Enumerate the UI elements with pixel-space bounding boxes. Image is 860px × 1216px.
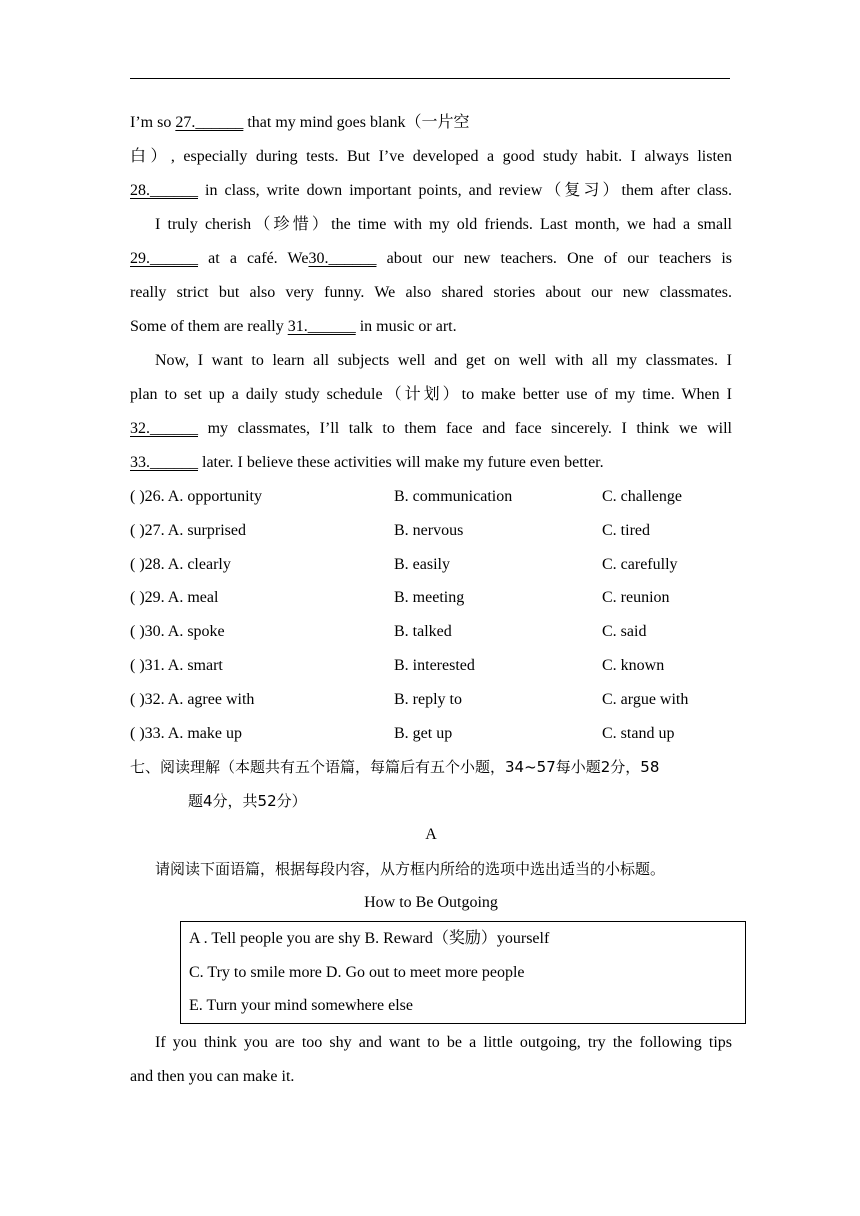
passage-line-9: plan to set up a daily study schedule（计划）to make better use of my time. When I	[130, 386, 732, 403]
passage-line-3: 28.______ in class, write down important points, and review（复习）them after class.	[130, 182, 732, 199]
section-title: 七、阅读理解（本题共有五个语篇，每篇后有五个小题，34~57每小题2分，58	[130, 758, 660, 777]
section-title-continued: 题4分，共52分）	[188, 792, 307, 811]
passage-line-4: I truly cherish（珍惜）the time with my old friends. Last month, we had a small	[155, 216, 732, 233]
passage-line-1: I’m so 27.______ that my mind goes blank（一片空	[130, 114, 470, 131]
blank-29: 29.______	[130, 250, 198, 267]
passage-line-2: 白）, especially during tests. But I’ve developed a good study habit. I always listen	[130, 148, 732, 165]
header-rule	[130, 78, 730, 79]
option-row-31: ( )31. A. smart B. interested C. known	[130, 656, 665, 674]
intro-paragraph-line-1: If you think you are too shy and want to be a little outgoing, try the following tips	[155, 1033, 732, 1051]
option-row-28: ( )28. A. clearly B. easily C. carefully	[130, 555, 678, 573]
box-line-2: C. Try to smile more D. Go out to meet more people	[189, 963, 525, 981]
part-label: A	[425, 826, 437, 844]
passage-line-6: really strict but also very funny. We also shared stories about our new classmates.	[130, 284, 732, 301]
blank-27: 27.______	[175, 114, 244, 131]
instruction-text: 请阅读下面语篇，根据每段内容，从方框内所给的选项中选出适当的小标题。	[155, 860, 666, 879]
passage-line-7: Some of them are really 31.______ in music or art.	[130, 318, 457, 335]
box-line-1: A . Tell people you are shy B. Reward（奖励）yourself	[189, 930, 550, 948]
options-box	[180, 921, 746, 1024]
option-row-30: ( )30. A. spoke B. talked C. said	[130, 623, 647, 641]
passage-line-5: 29.______ at a café. We30.______ about our new teachers. One of our teachers is	[130, 250, 732, 267]
blank-28: 28.______	[130, 182, 198, 199]
options-list	[130, 480, 732, 750]
option-row-26: ( )26. A. opportunity B. communication C. challenge	[130, 488, 682, 505]
passage-line-11: 33.______ later. I believe these activities will make my future even better.	[130, 454, 604, 471]
passage-heading: How to Be Outgoing	[364, 894, 498, 912]
blank-33: 33.______	[130, 454, 198, 471]
blank-31: 31.______	[287, 318, 356, 335]
option-row-32: ( )32. A. agree with B. reply to C. argue with	[130, 690, 689, 708]
document-body	[130, 106, 732, 1094]
option-row-27: ( )27. A. surprised B. nervous C. tired	[130, 521, 650, 539]
option-row-33: ( )33. A. make up B. get up C. stand up	[130, 724, 675, 742]
box-line-3: E. Turn your mind somewhere else	[189, 997, 413, 1015]
passage-line-10: 32.______ my classmates, I’ll talk to them face and face sincerely. I think we will	[130, 420, 732, 437]
intro-paragraph-line-2: and then you can make it.	[130, 1067, 295, 1085]
option-row-29: ( )29. A. meal B. meeting C. reunion	[130, 589, 670, 607]
blank-30: 30.______	[308, 250, 377, 267]
blank-32: 32.______	[130, 420, 198, 437]
passage-line-8: Now, I want to learn all subjects well and get on well with all my classmates. I	[155, 352, 732, 369]
